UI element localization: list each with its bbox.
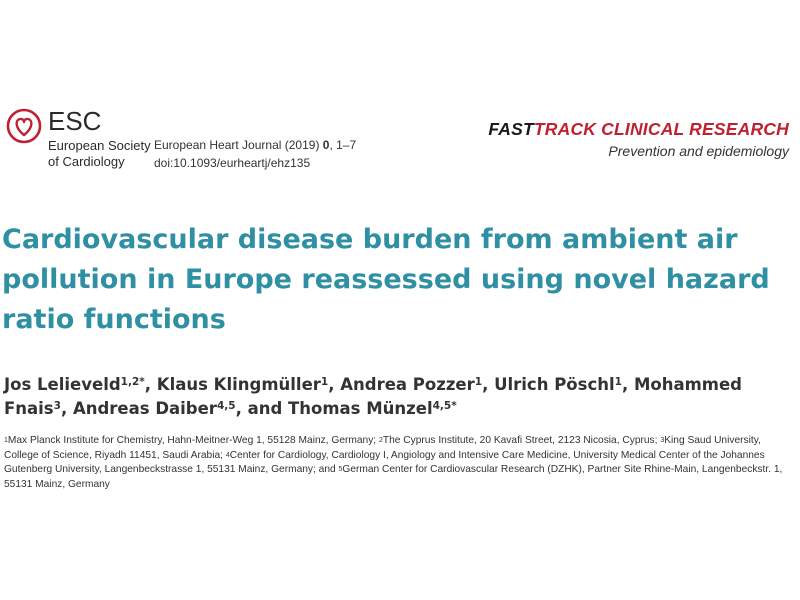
citation-line [154,136,356,154]
section-label-rest: TRACK CLINICAL RESEARCH [533,119,789,139]
author [340,375,494,394]
affiliation [379,435,660,446]
author-affiliation-numbers: 3 [53,400,61,412]
author-separator: , [621,375,634,394]
paper-title: Cardiovascular disease burden from ambient air pollution in Europe reassessed using novel hazard ratio functions [2,224,770,335]
author-affiliation-marks [217,400,236,412]
author-separator: , [144,375,157,394]
author-affiliation-marks [121,376,145,388]
author-name: Klaus Klingmüller [156,375,321,394]
author-name: Jos Lelieveld [4,375,121,394]
author-name: Andreas Daiber [72,399,217,418]
affiliation-number: 5 [338,466,343,473]
affiliation [4,435,379,446]
affiliation-text: The Cyprus Institute, 20 Kavafi Street, 2123 Nicosia, Cyprus; [382,435,661,446]
esc-name-line-1: European Society [48,138,151,153]
citation-pages: , 1–7 [329,138,357,152]
affiliation-text: King Saud University, College of Science, Riyadh 11451, Saudi Arabia; [4,435,761,461]
author-separator: , [328,375,341,394]
section-label-fast: FAST [488,119,534,139]
esc-abbreviation: ESC [48,106,102,136]
affiliation-text: Max Planck Institute for Chemistry, Hahn-Meitner-Weg 1, 55128 Mainz, Germany; [7,435,379,446]
section-header [488,119,789,159]
author-affiliation-numbers: 4,5 [432,400,452,412]
author-affiliation-numbers: 1 [474,376,483,388]
author-list [4,373,794,421]
author [288,399,457,418]
author-affiliation-marks [475,376,482,388]
affiliations [4,434,794,492]
author-separator: , [482,375,495,394]
author-affiliation-numbers: 4,5 [216,400,236,412]
author-affiliation-marks [615,376,622,388]
affiliation-number: 3 [660,437,665,444]
author [157,375,340,394]
affiliation-number: 2 [378,437,383,444]
esc-full-name [48,138,151,170]
author-affiliation-numbers: 1,2 [120,376,140,388]
journal-citation [154,136,356,172]
affiliation-text: German Center for Cardiovascular Research (DZHK), Partner Site Rhine-Main, Langenbeckstr. 1, 55131 Mainz, Germany [4,464,783,490]
section-label [488,119,789,140]
heart-icon [6,108,44,144]
doi: doi:10.1093/eurheartj/ehz135 [154,156,311,170]
author [73,399,288,418]
corresponding-author-mark: * [139,376,145,388]
author-affiliation-marks [54,400,61,412]
affiliation-text: Center for Cardiology, Cardiology I, Angiology and Intensive Care Medicine, University Medical Center of the Johannes Gutenberg University, Langenbeckstrasse 1, 55131 Mainz, Germany; and [4,449,765,475]
affiliation-number: 1 [4,437,8,444]
author-name: Ulrich Pöschl [494,375,615,394]
author [4,375,157,394]
citation-volume: 0 [322,138,330,152]
citation-prefix: European Heart Journal (2019) [154,138,323,152]
corresponding-author-mark: * [451,400,457,412]
author-separator: , and [235,399,289,418]
author [494,375,634,394]
author-name: Thomas Münzel [288,399,433,418]
author-affiliation-marks [433,400,457,412]
affiliation-number: 4 [225,451,230,459]
section-subtitle: Prevention and epidemiology [608,143,789,159]
author-name: Andrea Pozzer [340,375,475,394]
author-affiliation-numbers: 1 [614,376,622,388]
author-separator: , [60,399,73,418]
author-affiliation-numbers: 1 [320,376,329,388]
author-name: Mohammed Fnais [4,375,742,418]
author-affiliation-marks [321,376,328,388]
esc-name-line-2: of Cardiology [48,154,125,169]
